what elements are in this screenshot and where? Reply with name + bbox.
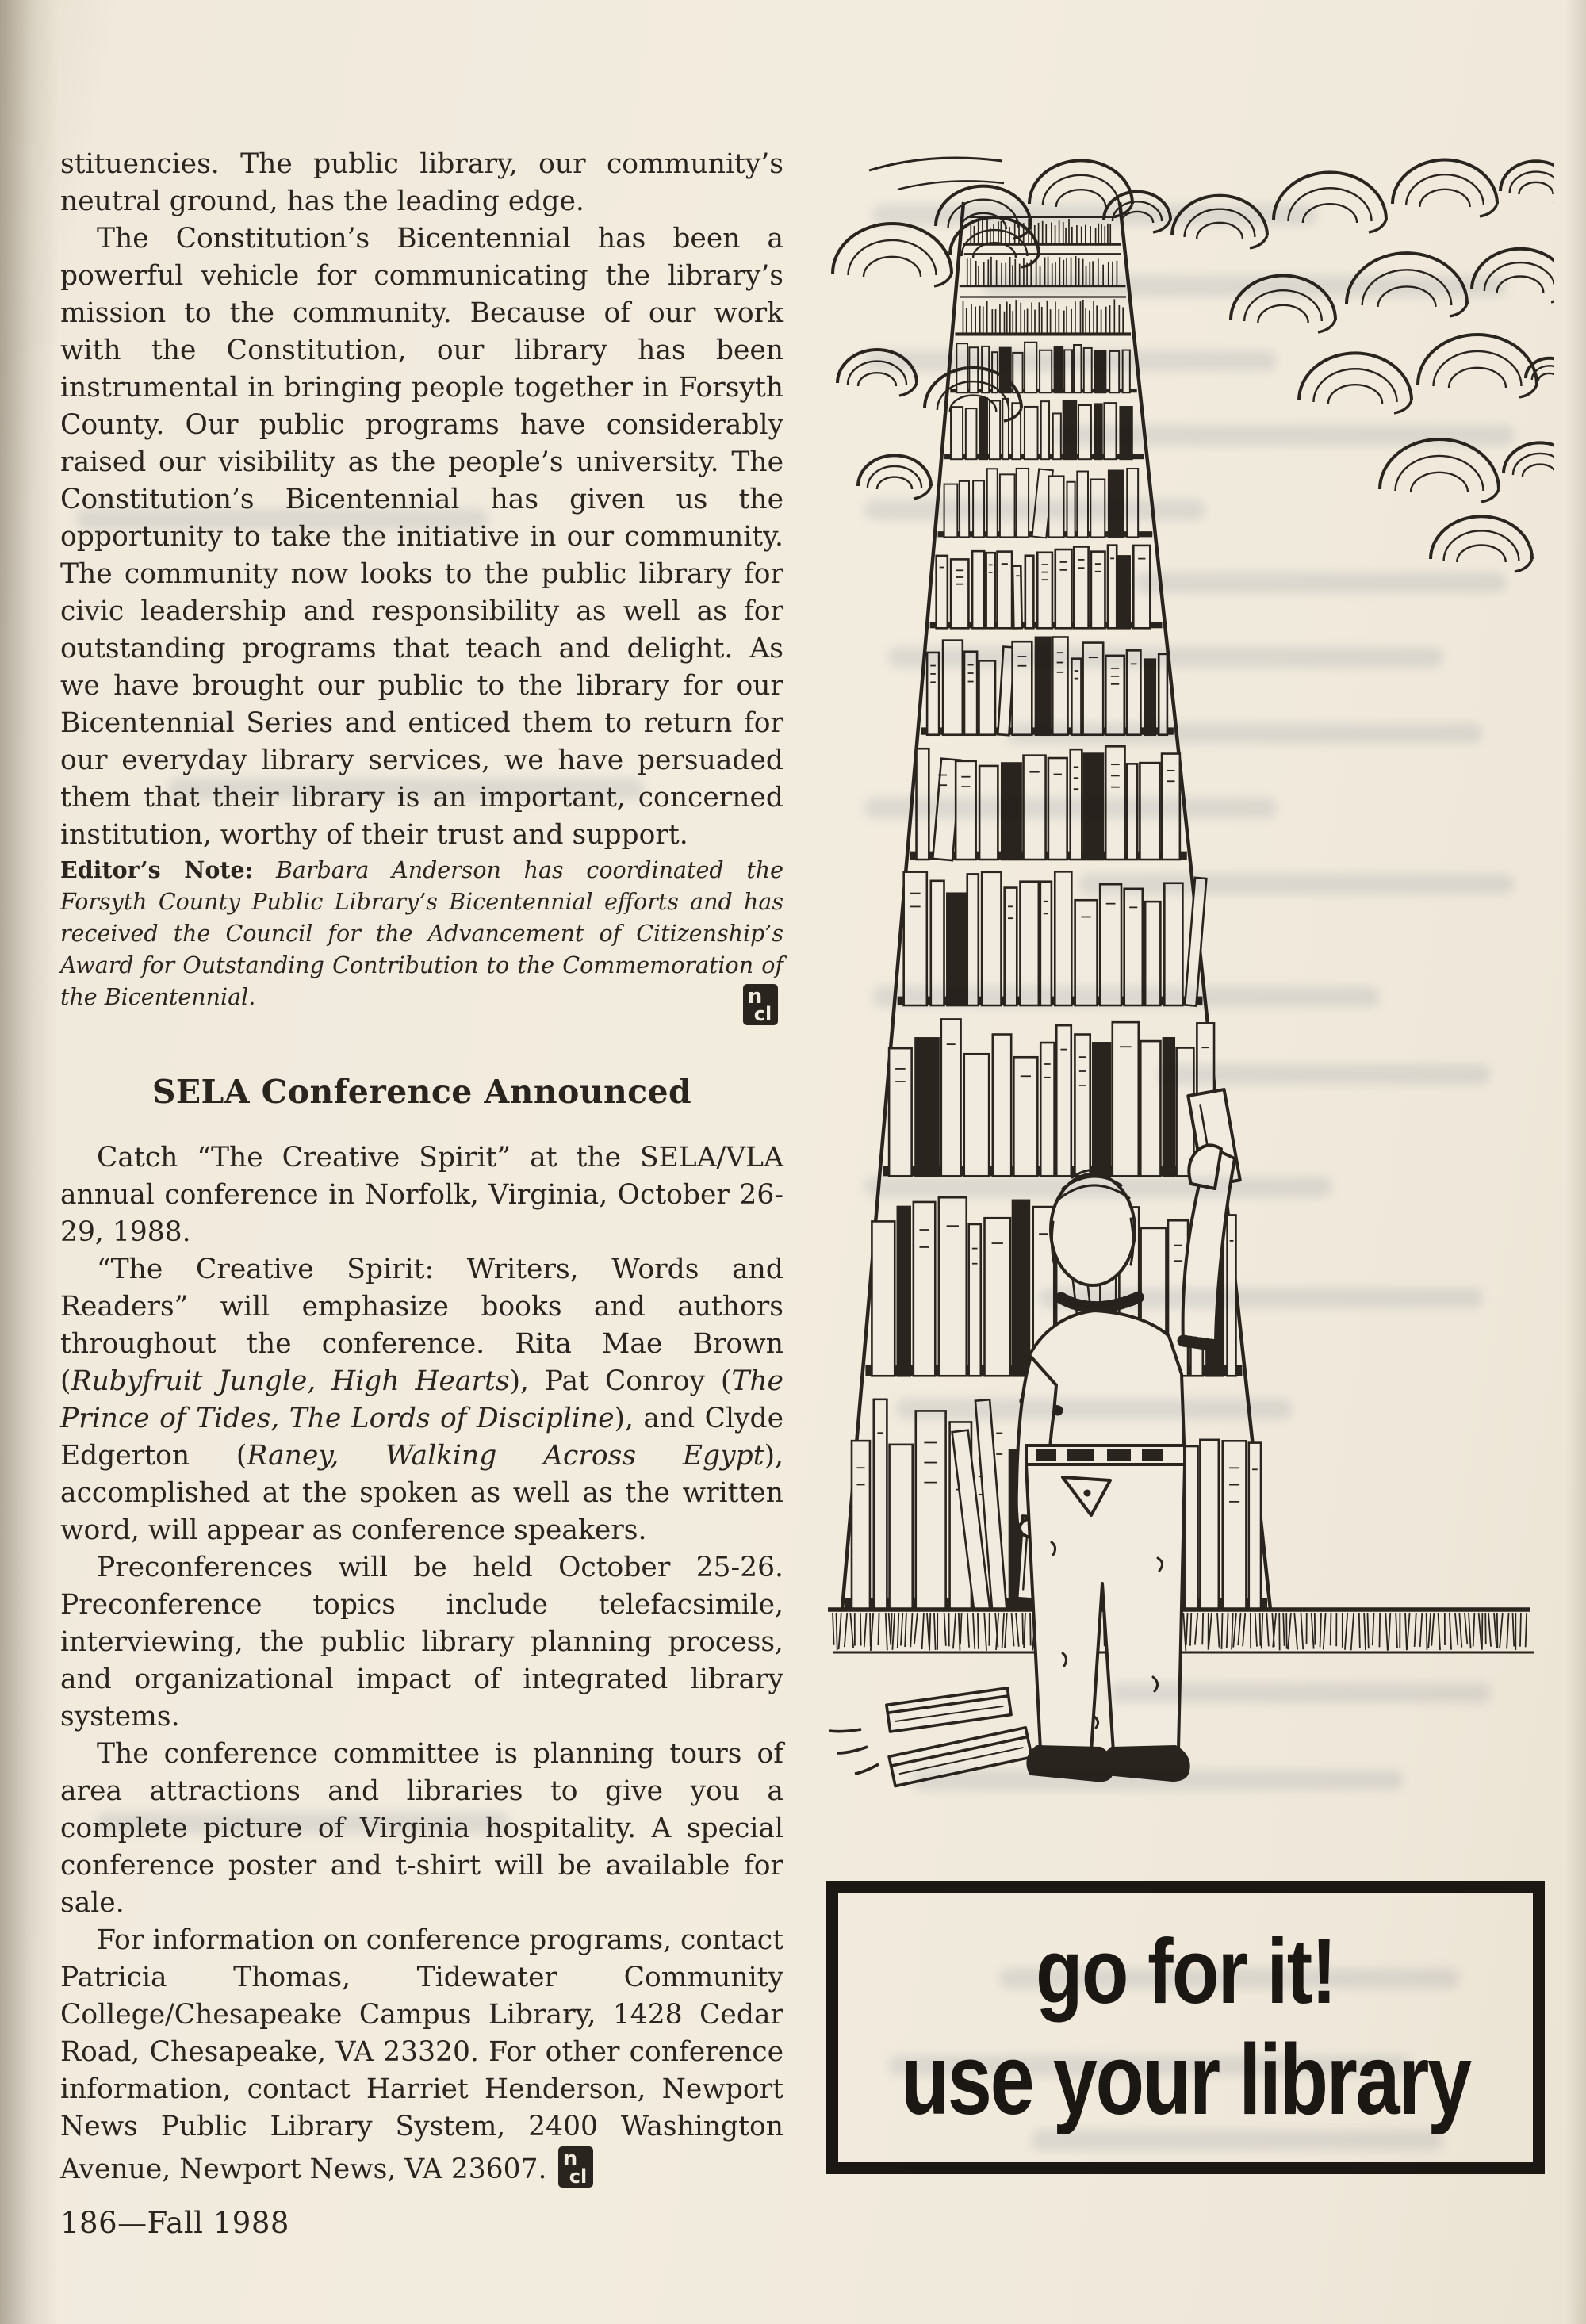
page-edge-shadow (1565, 0, 1586, 2324)
sela-paragraph-5 (60, 1922, 783, 2188)
fallen-books (829, 1688, 1032, 1786)
ncl-logo-icon (742, 983, 779, 1026)
logo-letter-top: n (563, 2147, 578, 2171)
logo-letter-top: n (747, 985, 763, 1009)
left-column (60, 146, 783, 2188)
sela-heading: SELA Conference Announced (151, 1073, 692, 1111)
book-title-italic: Raney, Walking Across Egypt (247, 1440, 764, 1472)
logo-letters-bottom: cl (569, 2165, 588, 2188)
article-paragraph-continued: stituencies. The public library, our community’s neutral ground, has the leading edge. (60, 148, 783, 217)
editors-note-text: Barbara Anderson has coordinated the Forsyth County Public Library’s Bicentennial efforts and has received the Council for the Advancement of Citizenship’s Award for Outstanding Contribution to the Commemoration of the Bicentennial. (60, 857, 783, 1010)
footer-page-number: 186—Fall 1988 (60, 2206, 289, 2240)
text-segment: ), and Clyde Edgerton ( (60, 1403, 784, 1472)
book-title-italic: Rubyfruit Jungle, High Hearts (71, 1365, 510, 1397)
library-poster (826, 1881, 1545, 2174)
sela-paragraph-2 (60, 1251, 783, 1549)
sela-paragraph-1: Catch “The Creative Spirit” at the SELA/VLA annual conference in Norfolk, Virginia, October 26-29, 1988. (60, 1142, 783, 1248)
ncl-logo-icon (557, 2146, 594, 2188)
page-gutter-shadow (0, 0, 59, 2324)
person-reaching-book (1017, 1089, 1240, 1780)
editors-note-label: Editor’s Note: (60, 856, 254, 883)
text-segment: ), Pat Conroy ( (509, 1365, 732, 1397)
logo-letters-bottom: cl (753, 1003, 772, 1025)
poster-line-1: go for it! (1035, 1920, 1336, 2023)
text-segment: ), accomplished at the spoken as well as the written word, will appear as conference speakers. (60, 1440, 783, 1546)
text-segment: For information on conference programs, contact Patricia Thomas, Tidewater Community College/Chesapeake Campus Library, 1428 Cedar Road, Chesapeake, VA 23320. For other conference information, contact Harriet Henderson, Newport News Public Library System, 2400 Washington Avenue, Newport News, VA 23607. (60, 1924, 783, 2185)
bookshelf-tower-illustration (825, 147, 1554, 1820)
poster-line-2: use your library (901, 2023, 1470, 2135)
sela-paragraph-3: Preconferences will be held October 25-26. Preconference topics include telefacsimile, interviewing, the public library planning process, and organizational impact of integrated library systems. (60, 1552, 783, 1732)
clouds (833, 158, 1554, 572)
text-segment: “The Creative Spirit: Writers, Words and Readers” will emphasize books and authors throughout the conference. Rita Mae Brown ( (60, 1254, 783, 1397)
article-paragraph-main: The Constitution’s Bicentennial has been a powerful vehicle for communicating the library’s mission to the community. Because of our work with the Constitution, our library has been instrumental in bringing people together in Forsyth County. Our public programs have considerably raised our visibility as the people’s university. The Constitution’s Bicentennial has given us the opportunity to take the initiative in our community. The community now looks to the public library for civic leadership and responsibility as well as for outstanding programs that teach and delight. As we have brought our public to the library for our Bicentennial Series and enticed them to return for our everyday library services, we have persuaded them that their library is an important, concerned institution, worthy of their trust and support. (60, 223, 783, 851)
sela-paragraph-4: The conference committee is planning tours of area attractions and libraries to give you a complete picture of Virginia hospitality. A special conference poster and t-shirt will be available for sale. (60, 1738, 783, 1919)
editors-note (60, 854, 783, 1025)
book-title-italic: The Prince of Tides, The Lords of Discipline (60, 1365, 783, 1434)
